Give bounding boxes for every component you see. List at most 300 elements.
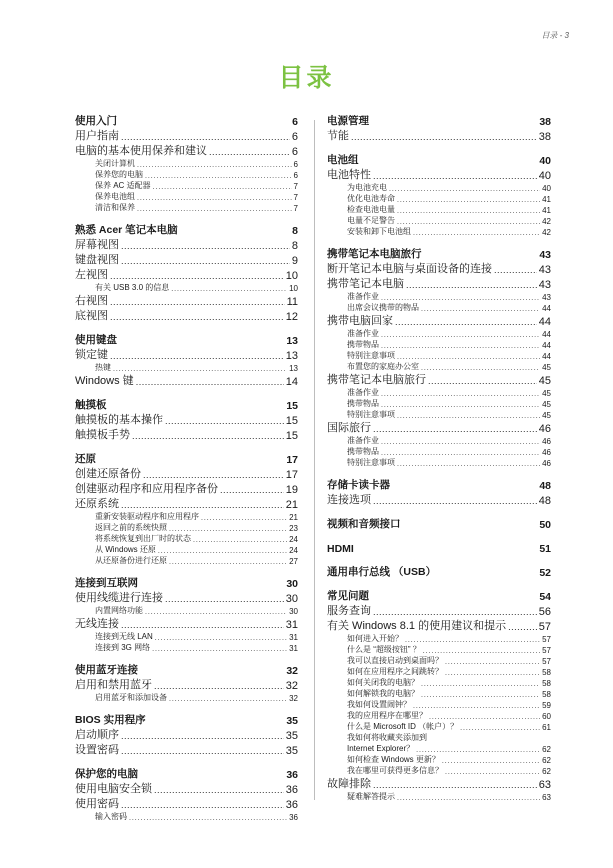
toc-entry-title: 重新安装驱动程序和应用程序	[95, 512, 199, 521]
toc-entry-title: 携带笔记本电脑	[327, 278, 404, 290]
page-title: 目录	[278, 63, 335, 92]
toc-dot-leader	[373, 424, 537, 435]
toc-entry[interactable]	[327, 743, 551, 754]
toc-dot-leader	[137, 194, 292, 202]
toc-section-heading[interactable]	[327, 566, 551, 579]
toc-page-number: 42	[542, 228, 551, 237]
toc-page-number: 50	[539, 519, 551, 531]
toc-entry-title: 键盘视图	[75, 254, 119, 266]
toc-entry[interactable]	[75, 511, 298, 522]
toc-entry[interactable]	[327, 446, 551, 457]
toc-entry-title: 什么是 “超级按钮” ？	[347, 645, 421, 654]
toc-entry-title: 启用和禁用蓝牙	[75, 679, 152, 691]
toc-page-number: 24	[289, 535, 298, 544]
toc-entry[interactable]	[75, 267, 298, 282]
toc-page-number: 7	[293, 193, 298, 202]
toc-entry-title: 使用电脑安全锁	[75, 783, 152, 795]
toc-entry[interactable]	[75, 555, 298, 566]
toc-entry-title: 如何解锁我的电脑？	[347, 689, 419, 698]
toc-page-number: 46	[542, 448, 551, 457]
toc-dot-leader	[129, 814, 287, 822]
toc-dot-leader	[406, 280, 537, 291]
toc-dot-leader	[381, 331, 540, 339]
toc-entry-title: 无线连接	[75, 618, 119, 630]
toc-entry-title: 准备作业	[347, 329, 379, 338]
toc-page-number: 36	[289, 813, 298, 822]
toc-page-number: 35	[286, 715, 298, 727]
toc-page-number: 63	[542, 793, 551, 802]
toc-dot-leader	[397, 460, 540, 468]
toc-entry-title: 屏幕视图	[75, 239, 119, 251]
toc-entry[interactable]	[75, 727, 298, 742]
toc-dot-leader	[110, 297, 285, 308]
toc-entry-title: 检查电池电量	[347, 205, 395, 214]
toc-page-number: 31	[289, 644, 298, 653]
toc-page-number: 36	[285, 799, 298, 811]
toc-dot-leader	[132, 431, 284, 442]
toc-dot-leader	[121, 800, 284, 811]
toc-entry-title: 连接选项	[327, 494, 371, 506]
toc-entry-title: 准备作业	[347, 388, 379, 397]
toc-page-number: 36	[286, 769, 298, 781]
toc-entry[interactable]	[327, 276, 551, 291]
toc-entry-title: 国际旅行	[327, 422, 371, 434]
toc-dot-leader	[165, 416, 284, 427]
toc-entry[interactable]	[327, 226, 551, 237]
toc-entry[interactable]	[75, 237, 298, 252]
toc-entry[interactable]	[75, 642, 298, 653]
toc-entry[interactable]	[327, 791, 551, 802]
toc-entry-title: 使用线缆进行连接	[75, 592, 163, 604]
toc-entry-title: HDMI	[327, 543, 354, 555]
toc-dot-leader	[220, 485, 284, 496]
toc-entry[interactable]	[75, 481, 298, 496]
toc-entry-title: 使用密码	[75, 798, 119, 810]
toc-entry[interactable]	[75, 373, 298, 388]
toc-page-number: 24	[289, 546, 298, 555]
toc-entry-title: 创建还原备份	[75, 468, 141, 480]
toc-page-number: 15	[285, 430, 298, 442]
toc-entry[interactable]	[327, 677, 551, 688]
toc-entry-title: Internet Explorer？	[347, 744, 415, 753]
toc-dot-leader	[154, 681, 284, 692]
toc-entry-title: 热键	[95, 363, 111, 372]
toc-dot-leader	[121, 241, 290, 252]
toc-entry[interactable]	[327, 350, 551, 361]
toc-entry-title: 还原系统	[75, 498, 119, 510]
toc-entry[interactable]	[75, 590, 298, 605]
toc-entry-title: 携带物品	[347, 399, 379, 408]
toc-entry[interactable]	[75, 169, 298, 180]
toc-dot-leader	[169, 558, 287, 566]
toc-entry-title: 服务查询	[327, 605, 371, 617]
toc-page-number: 45	[538, 375, 551, 387]
toc-entry-title: 设置密码	[75, 744, 119, 756]
toc-page-number: 8	[292, 225, 298, 237]
toc-entry[interactable]	[327, 372, 551, 387]
toc-entry-title: 电池组	[327, 154, 359, 166]
toc-entry-title: 保护您的电脑	[75, 768, 138, 780]
toc-page-number: 38	[539, 116, 551, 128]
toc-left-column	[75, 115, 298, 822]
toc-dot-leader	[460, 724, 540, 732]
toc-entry[interactable]	[75, 742, 298, 757]
toc-page-number: 51	[539, 543, 551, 555]
toc-entry-title: 电源管理	[327, 115, 369, 127]
toc-dot-leader	[421, 364, 540, 372]
toc-entry-title: 我如何将收藏夹添加到	[347, 733, 427, 742]
toc-entry-title: 右视图	[75, 295, 108, 307]
toc-page-number: 44	[542, 352, 551, 361]
toc-entry[interactable]	[75, 128, 298, 143]
toc-dot-leader	[137, 161, 292, 169]
toc-page-number: 43	[538, 279, 551, 291]
toc-page-number: 45	[542, 363, 551, 372]
toc-section-heading[interactable]	[327, 518, 551, 531]
toc-entry[interactable]	[327, 182, 551, 193]
toc-entry-title: 保养 AC 适配器	[95, 181, 151, 190]
toc-entry[interactable]	[327, 699, 551, 710]
toc-dot-leader	[381, 438, 540, 446]
toc-page-number: 27	[289, 557, 298, 566]
toc-page-number: 10	[285, 270, 298, 282]
toc-page-number: 30	[286, 578, 298, 590]
toc-page-number: 57	[538, 621, 551, 633]
toc-entry[interactable]	[327, 457, 551, 468]
toc-page-number: 46	[542, 437, 551, 446]
toc-entry[interactable]	[327, 261, 551, 276]
toc-entry[interactable]	[327, 215, 551, 226]
toc-entry-title: 锁定键	[75, 349, 108, 361]
toc-page-number: 35	[285, 745, 298, 757]
toc-entry[interactable]	[327, 313, 551, 328]
toc-entry[interactable]	[327, 398, 551, 409]
toc-dot-leader	[373, 171, 537, 182]
toc-page-number: 40	[538, 170, 551, 182]
toc-entry-title: 熟悉 Acer 笔记本电脑	[75, 224, 178, 236]
toc-entry-title: 将系统恢复到出厂时的状态	[95, 534, 191, 543]
toc-entry[interactable]	[75, 692, 298, 703]
toc-entry-title: 特别注意事项	[347, 351, 395, 360]
toc-entry[interactable]	[75, 631, 298, 642]
toc-page-number: 13	[285, 350, 298, 362]
toc-entry-title: 如何进入开始？	[347, 634, 403, 643]
toc-page-number: 58	[542, 668, 551, 677]
toc-dot-leader	[413, 702, 540, 710]
toc-entry[interactable]	[75, 496, 298, 511]
toc-page-number: 13	[289, 364, 298, 373]
toc-dot-leader	[428, 376, 537, 387]
toc-page-number: 48	[538, 495, 551, 507]
toc-entry[interactable]	[327, 167, 551, 182]
toc-entry[interactable]	[75, 544, 298, 555]
toc-entry-title: 触摸板手势	[75, 429, 130, 441]
toc-entry[interactable]	[75, 412, 298, 427]
toc-entry-title: 触摸板的基本操作	[75, 414, 163, 426]
toc-entry[interactable]	[327, 339, 551, 350]
toc-dot-leader	[381, 294, 540, 302]
toc-page-number: 41	[542, 206, 551, 215]
toc-entry-title: 保养电池组	[95, 192, 135, 201]
toc-page-number: 30	[285, 593, 298, 605]
toc-page-number: 6	[293, 160, 298, 169]
toc-page-number: 9	[291, 255, 298, 267]
toc-entry-title: 断开笔记本电脑与桌面设备的连接	[327, 263, 492, 275]
toc-entry-title: 存储卡读卡器	[327, 479, 390, 491]
toc-page-number: 38	[538, 131, 551, 143]
toc-page-number: 8	[291, 240, 298, 252]
toc-entry-title: 如何关闭我的电脑？	[347, 678, 419, 687]
toc-page-number: 52	[539, 567, 551, 579]
toc-page-number: 32	[286, 665, 298, 677]
toc-dot-leader	[136, 377, 284, 388]
toc-entry-title: 携带物品	[347, 447, 379, 456]
toc-entry-title: 保养您的电脑	[95, 170, 143, 179]
toc-entry[interactable]	[75, 677, 298, 692]
toc-dot-leader	[121, 500, 284, 511]
toc-dot-leader	[494, 265, 537, 276]
toc-dot-leader	[201, 514, 287, 522]
toc-entry[interactable]	[75, 522, 298, 533]
toc-dot-leader	[421, 691, 540, 699]
toc-entry[interactable]	[327, 776, 551, 791]
toc-entry-title: 携带笔记本电脑旅行	[327, 374, 426, 386]
toc-dot-leader	[445, 768, 540, 776]
toc-entry[interactable]	[75, 796, 298, 811]
toc-entry-title: 电池特性	[327, 169, 371, 181]
toc-entry-title: 节能	[327, 130, 349, 142]
toc-page-number: 41	[542, 195, 551, 204]
toc-entry[interactable]	[327, 193, 551, 204]
toc-page-number: 44	[542, 330, 551, 339]
toc-entry[interactable]	[75, 293, 298, 308]
toc-entry-title: 我可以直接启动到桌面吗？	[347, 656, 443, 665]
toc-dot-leader	[381, 390, 540, 398]
toc-entry-title: 使用入门	[75, 115, 117, 127]
toc-entry-title: 触摸板	[75, 399, 107, 411]
toc-entry-title: 连接到互联网	[75, 577, 138, 589]
toc-entry-title: 电脑的基本使用保养和建议	[75, 145, 207, 157]
toc-entry-title: 用户指南	[75, 130, 119, 142]
toc-dot-leader	[445, 669, 540, 677]
toc-dot-leader	[373, 780, 537, 791]
toc-page-number: 42	[542, 217, 551, 226]
toc-entry[interactable]	[327, 435, 551, 446]
toc-entry[interactable]	[75, 282, 298, 293]
toc-page-number: 31	[289, 633, 298, 642]
toc-entry[interactable]	[327, 291, 551, 302]
toc-page-number: 45	[542, 400, 551, 409]
toc-entry-title: 底视图	[75, 310, 108, 322]
toc-page-number: 15	[286, 400, 298, 412]
toc-dot-leader	[145, 172, 292, 180]
toc-entry[interactable]	[75, 427, 298, 442]
toc-dot-leader	[395, 317, 537, 328]
toc-dot-leader	[397, 196, 540, 204]
toc-page-number: 13	[286, 335, 298, 347]
toc-entry-title: 携带电脑回家	[327, 315, 393, 327]
toc-entry[interactable]	[327, 688, 551, 699]
toc-page-number: 17	[285, 469, 298, 481]
toc-page-number: 48	[539, 480, 551, 492]
toc-entry[interactable]	[327, 420, 551, 435]
toc-entry[interactable]	[327, 618, 551, 633]
toc-dot-leader	[193, 536, 287, 544]
toc-entry-title: Windows 键	[75, 375, 134, 387]
toc-page-number: 6	[292, 116, 298, 128]
toc-entry[interactable]	[327, 603, 551, 618]
toc-entry[interactable]	[75, 347, 298, 362]
toc-entry[interactable]	[75, 202, 298, 213]
toc-entry-title: 特别注意事项	[347, 458, 395, 467]
toc-page-number: 60	[542, 712, 551, 721]
toc-entry-title: 优化电池寿命	[347, 194, 395, 203]
toc-page-number: 45	[542, 389, 551, 398]
toc-dot-leader	[171, 285, 287, 293]
toc-page-number: 44	[538, 316, 551, 328]
toc-dot-leader	[145, 608, 287, 616]
toc-entry-title: 我在哪里可获得更多信息？	[347, 766, 443, 775]
toc-entry[interactable]	[327, 732, 551, 743]
toc-dot-leader	[397, 218, 540, 226]
toc-entry-title: 输入密码	[95, 812, 127, 821]
toc-page-number: 43	[538, 264, 551, 276]
toc-dot-leader	[397, 353, 540, 361]
toc-entry-title: 出席会议携带的物品	[347, 303, 419, 312]
toc-dot-leader	[405, 636, 540, 644]
toc-dot-leader	[416, 746, 540, 754]
toc-page-number: 62	[542, 745, 551, 754]
toc-entry-title: 为电池充电	[347, 183, 387, 192]
toc-page-number: 10	[289, 284, 298, 293]
toc-entry-title: 关闭计算机	[95, 159, 135, 168]
toc-dot-leader	[381, 342, 540, 350]
toc-entry-title: 从还原备份进行还原	[95, 556, 167, 565]
toc-page-number: 35	[285, 730, 298, 742]
toc-entry-title: 启用蓝牙和添加设备	[95, 693, 167, 702]
toc-entry[interactable]	[75, 158, 298, 169]
toc-entry[interactable]	[75, 252, 298, 267]
toc-dot-leader	[121, 746, 284, 757]
toc-dot-leader	[165, 594, 284, 605]
toc-dot-leader	[169, 525, 287, 533]
toc-entry[interactable]	[327, 655, 551, 666]
toc-entry-title: BIOS 实用程序	[75, 714, 146, 726]
toc-page-number: 58	[542, 690, 551, 699]
toc-page-number: 17	[286, 454, 298, 466]
toc-dot-leader	[158, 547, 287, 555]
toc-dot-leader	[442, 757, 540, 765]
toc-page-number: 12	[285, 311, 298, 323]
toc-page-number: 36	[285, 784, 298, 796]
toc-page-number: 32	[285, 680, 298, 692]
toc-entry[interactable]	[327, 754, 551, 765]
toc-dot-leader	[397, 207, 540, 215]
toc-dot-leader	[110, 351, 284, 362]
toc-entry[interactable]	[327, 633, 551, 644]
toc-entry[interactable]	[327, 128, 551, 143]
toc-dot-leader	[429, 713, 540, 721]
toc-entry-title: 准备作业	[347, 292, 379, 301]
toc-dot-leader	[155, 634, 287, 642]
toc-page-number: 30	[289, 607, 298, 616]
toc-entry[interactable]	[327, 710, 551, 721]
toc-entry-title: 什么是 Microsoft ID （帐户）？	[347, 722, 459, 731]
toc-entry-title: 有关 USB 3.0 的信息	[95, 283, 170, 292]
toc-entry[interactable]	[327, 666, 551, 677]
toc-entry[interactable]	[75, 533, 298, 544]
toc-page-number: 15	[285, 415, 298, 427]
toc-page-number: 46	[538, 423, 551, 435]
toc-entry[interactable]	[327, 204, 551, 215]
toc-page-number: 62	[542, 756, 551, 765]
toc-section-heading[interactable]	[327, 115, 551, 128]
toc-dot-leader	[169, 695, 287, 703]
toc-entry[interactable]	[75, 811, 298, 822]
toc-page-number: 19	[285, 484, 298, 496]
toc-entry[interactable]	[327, 492, 551, 507]
toc-page-number: 6	[291, 131, 298, 143]
toc-page-number: 7	[293, 182, 298, 191]
toc-page-number: 43	[542, 293, 551, 302]
toc-entry[interactable]	[75, 308, 298, 323]
toc-entry[interactable]	[327, 387, 551, 398]
toc-entry[interactable]	[75, 616, 298, 631]
toc-section-heading[interactable]	[75, 334, 298, 347]
toc-entry-title: 特别注意事项	[347, 410, 395, 419]
toc-entry-title: 使用蓝牙连接	[75, 664, 138, 676]
toc-entry-title: 电量不足警告	[347, 216, 395, 225]
toc-page-number: 57	[542, 635, 551, 644]
toc-entry[interactable]	[75, 466, 298, 481]
toc-entry-title: 连接到 3G 网络	[95, 643, 151, 652]
toc-dot-leader	[445, 658, 540, 666]
toc-entry-title: 常见问题	[327, 590, 369, 602]
toc-entry[interactable]	[75, 191, 298, 202]
toc-entry[interactable]	[75, 180, 298, 191]
toc-page-number: 11	[286, 296, 298, 308]
toc-dot-leader	[351, 132, 537, 143]
toc-page-number: 44	[542, 304, 551, 313]
toc-page-number: 45	[542, 411, 551, 420]
toc-section-heading[interactable]	[327, 542, 551, 555]
toc-dot-leader	[397, 412, 540, 420]
toc-page-number: 31	[285, 619, 298, 631]
toc-dot-leader	[508, 622, 537, 633]
toc-page-number: 59	[542, 701, 551, 710]
toc-dot-leader	[423, 647, 540, 655]
toc-entry[interactable]	[327, 328, 551, 339]
toc-dot-leader	[389, 185, 540, 193]
toc-page-number: 56	[538, 606, 551, 618]
toc-entry-title: 安装和卸下电池组	[347, 227, 411, 236]
toc-dot-leader	[421, 680, 540, 688]
toc-dot-leader	[110, 271, 284, 282]
toc-entry-title: 左视图	[75, 269, 108, 281]
toc-entry-title: 内置网络功能	[95, 606, 143, 615]
toc-entry-title: 连接到无线 LAN	[95, 632, 153, 641]
toc-dot-leader	[154, 785, 284, 796]
toc-entry[interactable]	[327, 721, 551, 732]
toc-page-number: 54	[539, 591, 551, 603]
toc-page-number: 6	[291, 146, 298, 158]
toc-entry[interactable]	[327, 644, 551, 655]
toc-dot-leader	[381, 401, 540, 409]
toc-entry-title: 准备作业	[347, 436, 379, 445]
toc-entry[interactable]	[75, 143, 298, 158]
toc-page-number: 14	[285, 376, 298, 388]
toc-entry[interactable]	[75, 781, 298, 796]
